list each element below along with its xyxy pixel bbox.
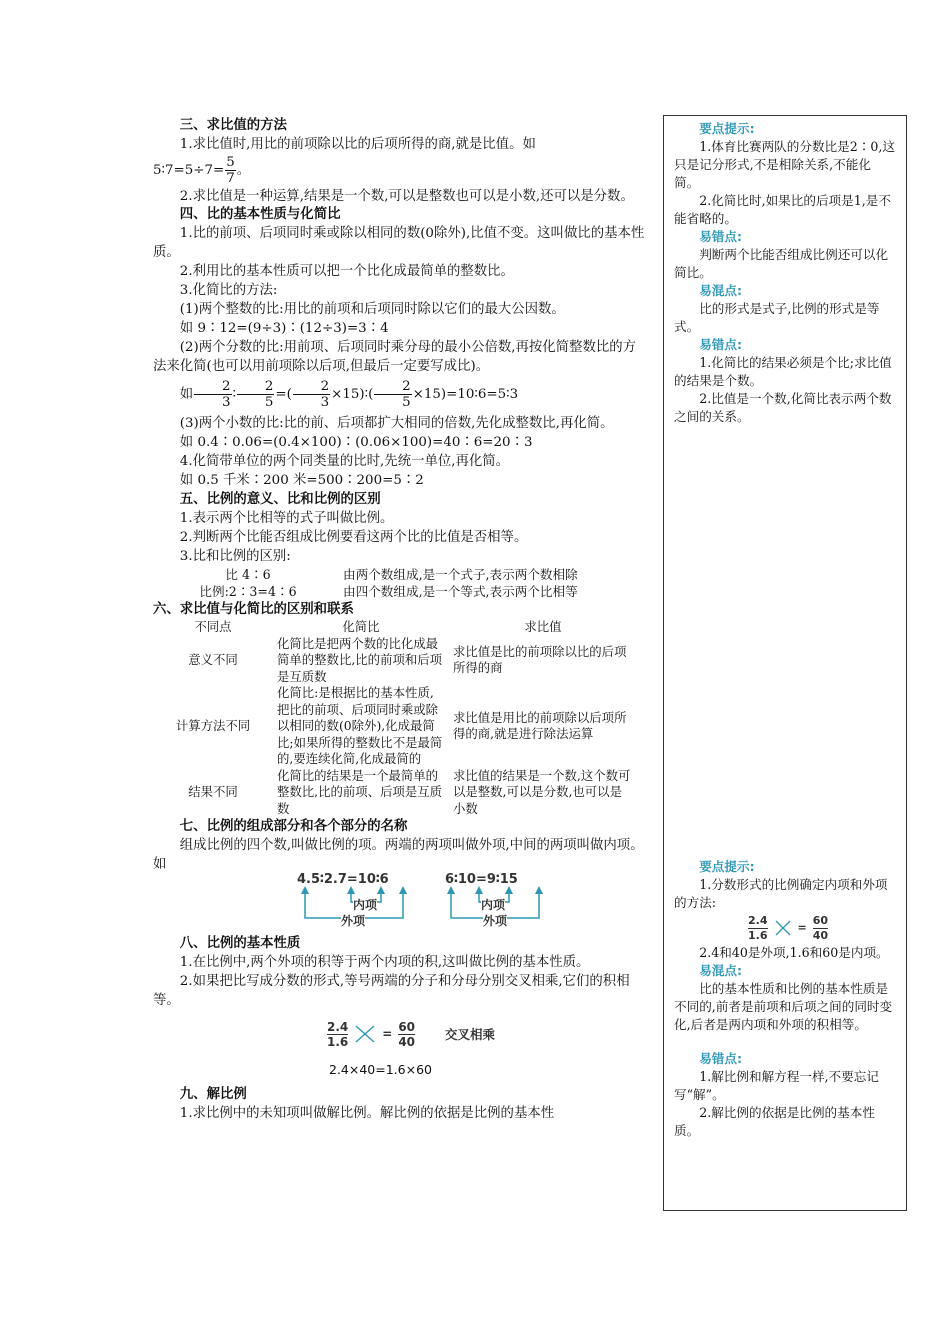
- error-heading: 易错点:: [699, 1051, 743, 1066]
- cross-multiply-label: 交叉相乘: [445, 1026, 496, 1042]
- error-heading: 易错点:: [699, 337, 743, 352]
- outer-terms-label: 外项: [341, 912, 365, 931]
- cross-arrows: [354, 1022, 376, 1046]
- s5-para-1: 1.表示两个比相等的式子叫做比例。: [179, 511, 394, 526]
- section-9-title: 九、解比例: [179, 1087, 247, 1102]
- s8-para-1: 1.在比例中,两个外项的积等于两个内项的积,这叫做比例的基本性质。: [179, 955, 590, 970]
- example-proportion-1: 4.5∶2.7=10∶6: [297, 872, 389, 887]
- s4-para-6: (2)两个分数的比:用前项、后项同时乘分母的最小公倍数,再按化简整数比的方法来化简(也可以用前项除以后项,但最后一定要写成比)。: [153, 340, 637, 374]
- cross-multiply-diagram: 2.4 1.6 = $\frac{60}{40}$ 交叉相乘: [327, 1019, 496, 1049]
- inner-terms-label: 内项: [481, 896, 505, 915]
- s9-para-1: 1.求比例中的未知项叫做解比例。解比例的依据是比例的基本性: [179, 1106, 555, 1121]
- main-content: [153, 116, 649, 1123]
- section-3-title: 三、求比值的方法: [179, 118, 287, 133]
- confusion-heading: 易混点:: [699, 283, 743, 298]
- confusion-heading: 易混点:: [699, 963, 743, 978]
- s8-para-2: 2.如果把比写成分数的形式,等号两端的分子和分母分别交叉相乘,它们的积相等。: [153, 974, 630, 1008]
- section-8-title: 八、比例的基本性质: [179, 936, 301, 951]
- table-row: 计算方法不同 化简比:是根据比的基本性质,把比的前项、后项同时乘或除以相同的数(0除外),化成最简比;如果所得的整数比不是最简的,要连续化简,化成最简的 求比值是用比的前项除以后项所得的商,就是进行除法运算: [175, 685, 627, 766]
- s4-para-1: 1.比的前项、后项同时乘或除以相同的数(0除外),比值不变。这叫做比的基本性质。: [153, 226, 645, 260]
- s5-para-3: 3.比和比例的区别:: [179, 549, 291, 564]
- proportion-terms-diagram: [153, 874, 649, 934]
- table-row: 意义不同 化简比是把两个数的比化成最简单的整数比,比的前项和后项是互质数 求比值是比的前项除以比的后项所得的商: [188, 635, 627, 684]
- s5-para-2: 2.判断两个比能否组成比例要看这两个比的比值是否相等。: [179, 530, 528, 545]
- tip-heading: 要点提示:: [699, 859, 755, 874]
- s4-para-7: (3)两个小数的比:比的前、后项都扩大相同的倍数,先化成整数比,再化简。: [179, 416, 614, 431]
- s4-fraction-example: 如 $\frac{2}{3}$ ∶ $\frac{2}{5}$ =( $\frac{2}{3}$ ×15)∶( $\frac{2}{5}$ ×15)=10∶6=5∶3: [179, 379, 519, 410]
- sidebar-spacer: [674, 426, 896, 858]
- comparison-table: [153, 619, 637, 817]
- inner-terms-label: 内项: [353, 896, 377, 915]
- s4-para-8: 如 0.4∶0.06=(0.4×100)∶(0.06×100)=40∶6=20∶3: [179, 435, 533, 450]
- s3-para-2: 2.求比值是一种运算,结果是一个数,可以是整数也可以是小数,还可以是分数。: [179, 189, 634, 204]
- s7-para-1: 组成比例的四个数,叫做比例的项。两端的两项叫做外项,中间的两项叫做内项。如: [153, 838, 644, 872]
- sidebar-notes: 要点提示: 1.体育比赛两队的分数比是2∶0,这只是记分形式,不是相除关系,不能化简。 2.化简比时,如果比的后项是1,是不能省略的。 易错点: 判断两个比能否组成比例还可以化简比。 易混点: 比的形式是式子,比例的形式是等式。 易错点: 1.化简比的结果必须是个比;求比值的结果是个数。 2.比值是一个数,化简比表示两个数之间的关系。 要点提示: 1.分数形式的比例确定内项和外项的方法: 2.4 1.6 = $\frac{60}{40}$ 2.4和40是外项,1.6和60是内项。 易混点: 比的基本性质和比例的基本性质是不同的,前者是前项和后项之间的同时变化,后者是两内项和外项的积相等。 易错点: 1.解比例和解方程一样,不要忘记写“解”。 2.解比例的依据是比例的基本性质。: [663, 115, 907, 1211]
- s3-para-1: 1.求比值时,用比的前项除以比的后项所得的商,就是比值。如: [179, 137, 536, 152]
- cross-product-equation: 2.4×40=1.6×60: [329, 1062, 432, 1077]
- s4-para-3: 3.化简比的方法:: [179, 283, 278, 298]
- s4-para-4: (1)两个整数的比:用比的前项和后项同时除以它们的最大公因数。: [179, 302, 565, 317]
- example-proportion-2: 6∶10=9∶15: [445, 872, 518, 887]
- section-4-title: 四、比的基本性质与化简比: [179, 207, 341, 222]
- section-7-title: 七、比例的组成部分和各个部分的名称: [179, 819, 408, 834]
- section-5-title: 五、比例的意义、比和比例的区别: [179, 492, 381, 507]
- cross-arrows: [774, 917, 792, 939]
- table-row: 结果不同 化简比的结果是一个最简单的整数比,比的前项、后项是互质数 求比值的结果是一个数,这个数可以是整数,可以是分数,也可以是小数: [188, 767, 631, 816]
- ratio-vs-proportion-row: 比 4∶6 由两个数组成,是一个式子,表示两个数相除: [225, 567, 578, 582]
- outer-terms-label: 外项: [483, 912, 507, 931]
- terms-arrows: [153, 874, 649, 934]
- fraction: $\frac{5}{7}$: [226, 155, 235, 186]
- tip-heading: 要点提示:: [699, 121, 755, 136]
- s3-example: 5∶7=5÷7= $\frac{5}{7}$ 。: [153, 155, 251, 186]
- table-header-row: 不同点 化简比 求比值: [194, 619, 562, 634]
- ratio-vs-proportion-row: 比例:2∶3=4∶6 由四个数组成,是一个等式,表示两个比相等: [199, 584, 578, 599]
- error-heading: 易错点:: [699, 229, 743, 244]
- section-6-title: 六、求比值与化简比的区别和联系: [153, 602, 354, 617]
- inner-outer-diagram: 2.4 1.6 = $\frac{60}{40}$: [748, 913, 829, 942]
- s4-para-9: 4.化简带单位的两个同类量的比时,先统一单位,再化简。: [179, 454, 510, 469]
- s4-para-5: 如 9∶12=(9÷3)∶(12÷3)=3∶4: [179, 321, 389, 336]
- s4-para-2: 2.利用比的基本性质可以把一个比化成最简单的整数比。: [179, 264, 514, 279]
- s4-para-10: 如 0.5 千米∶200 米=500∶200=5∶2: [179, 473, 424, 488]
